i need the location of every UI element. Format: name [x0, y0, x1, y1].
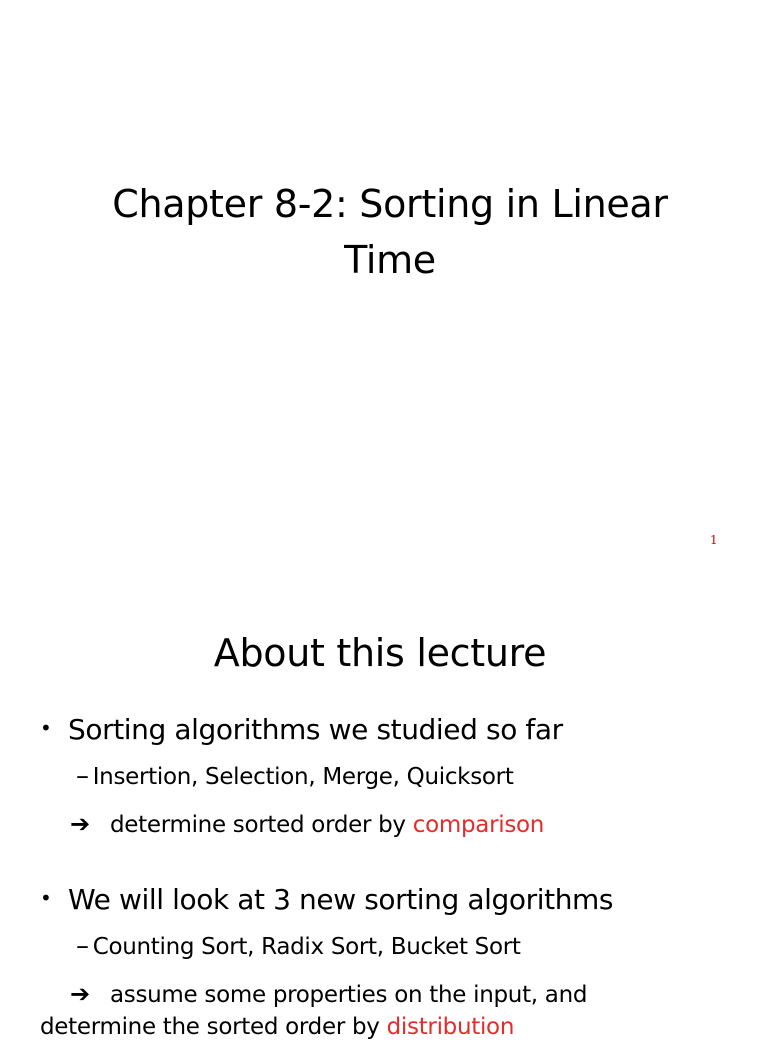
highlight-text: comparison: [412, 812, 545, 838]
sub-bullet-item: [76, 761, 514, 792]
slide-page-number: 1: [710, 533, 718, 547]
bullet-text: We will look at 3 new sorting algorithms: [68, 883, 614, 916]
right-arrow-icon: ➔: [70, 810, 90, 838]
lecture-overview-slide: [0, 576, 768, 1040]
bullet-dot-icon: •: [40, 716, 52, 740]
highlight-text: distribution: [386, 1014, 515, 1040]
arrow-item: [70, 809, 544, 840]
dash-icon: –: [76, 931, 89, 961]
arrow-item: [70, 979, 587, 1010]
bullet-dot-icon: •: [40, 886, 52, 910]
right-arrow-icon: ➔: [70, 980, 90, 1008]
chapter-title: Chapter 8-2: Sorting in Linear Time: [112, 182, 668, 282]
arrow-item-continuation: [40, 1012, 514, 1042]
bullet-text: Sorting algorithms we studied so far: [68, 713, 563, 746]
sub-bullet-item: [76, 931, 521, 962]
slide-title: About this lecture: [213, 631, 547, 675]
sub-bullet-text: Insertion, Selection, Merge, Quicksort: [92, 764, 514, 790]
arrow-text: assume some properties on the input, and: [110, 982, 588, 1008]
dash-icon: –: [76, 761, 89, 791]
arrow-continuation-text: determine the sorted order by: [40, 1014, 387, 1040]
bullet-item: [40, 880, 613, 918]
arrow-text: determine sorted order by: [110, 812, 413, 838]
sub-bullet-text: Counting Sort, Radix Sort, Bucket Sort: [92, 934, 521, 960]
bullet-item: [40, 710, 563, 748]
